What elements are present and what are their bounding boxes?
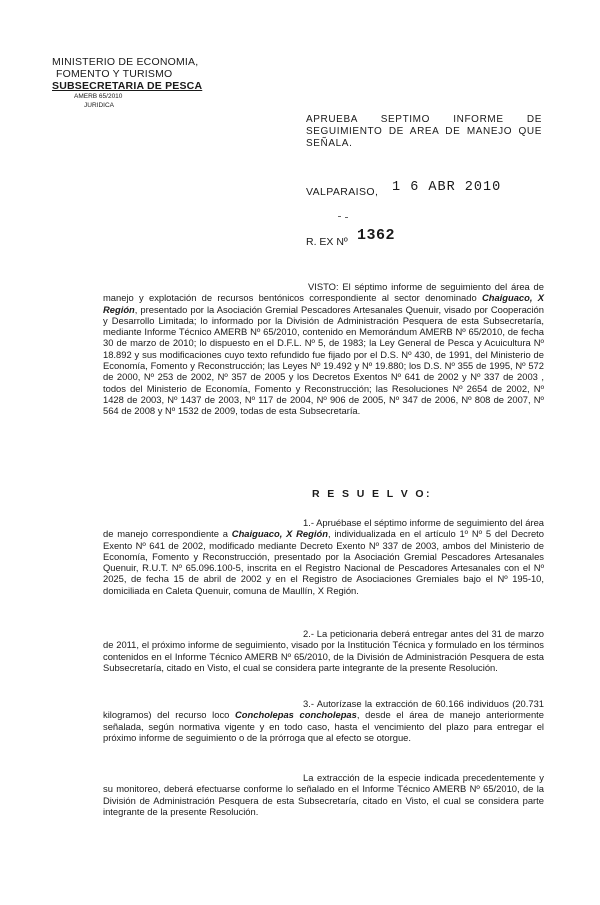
visto-paragraph <box>103 281 544 417</box>
place: VALPARAISO, <box>306 186 379 198</box>
item1-text-1: 1.- Apruébase el séptimo informe de seguimiento del área de manejo correspondiente a <box>103 517 544 540</box>
visto-area-name: Chaiguaco, X Región <box>103 292 545 315</box>
item3-text-1: 3.- Autorízase la extracción de 60.166 individuos (20.731 kilogramos) del recurso loco <box>103 698 544 721</box>
item2-text: 2.- La peticionaria deberá entregar antes del 31 de marzo de 2011, el próximo informe de seguimiento, visado por la Institución Técnica y formulado en los términos contenidos en el Informe Técnico AMERB Nº 65/2010, de la División de Administración Pesquera de esta Subsecretaría, citado en Visto, el cual se considera parte integrante de la presente Resolución. <box>103 628 544 673</box>
item3-species-name: Concholepas concholepas <box>235 709 357 721</box>
visto-text-2: , presentado por la Asociación Gremial Pescadores Artesanales Quenuir, visado por Cooperación y Desarrollo Limitada; lo informado por la División de Administración Pesquera de esta Subsecretaría, mediante Informe Técnico AMERB Nº 65/2010, contenido en Memorándum AMERB Nº 65/2010, de fecha 30 de marzo de 2010; lo dispuesto en el D.F.L. Nº 5, de 1983; la Ley General de Pesca y Acuicultura Nº 18.892 y sus modificaciones cuyo texto refundido fue fijado por el D.S. Nº 430, de 1991, del Ministerio de Economía, Fomento y Reconstrucción; las Leyes Nº 19.492 y Nº 19.880; los D.S. Nº 355 de 1995, Nº 572 de 2000, Nº 253 de 2002, Nº 357 de 2005 y los Decretos Exentos Nº 641 de 2002 y Nº 337 de 2003 , todos del Ministerio de Economía, Fomento y Reconstrucción; las Resoluciones Nº 2654 de 2002, Nº 1428 de 2003, Nº 1437 de 2003, Nº 117 de 2004, Nº 906 de 2005, Nº 347 de 2006, Nº 808 de 2007, Nº 564 de 2008 y Nº 1532 de 2009, todas de esta Subsecretaría. <box>103 303 544 417</box>
resolution-number: 1362 <box>357 227 396 244</box>
resolution-item-1 <box>103 517 544 596</box>
stamp-amerb: AMERB 65/2010 <box>74 93 123 100</box>
final-paragraph <box>103 772 544 817</box>
item1-text-2: , individualizada en el artículo 1º Nº 5 del Decreto Exento Nº 641 de 2002, modificado mediante Decreto Exento Nº 337 de 2003, ambos del Ministerio de Economía, Fomento y Reconstrucción, presentado por la Asociación Gremial Pescadores Artesanales Quenuir, R.U.T. Nº 65.096.100-5, inscrita en el Registro Nacional de Pescadores Artesanales con el Nº 2025, de fecha 15 de abril de 2002 y en el Registro de Asociaciones Gremiales bajo el Nº 195-10, domiciliada en Caleta Quenuir, comuna de Maullín, X Región. <box>103 528 545 596</box>
resuelvo-heading: R E S U E L V O: <box>312 488 432 500</box>
resolution-item-3 <box>103 698 544 743</box>
date-stamp: 1 6 ABR 2010 <box>392 180 502 195</box>
stamp-juridica: JURIDICA <box>84 102 114 109</box>
handwritten-mark <box>338 216 354 218</box>
item1-area-name: Chaiguaco, X Región <box>231 528 328 540</box>
visto-text-1: El séptimo informe de seguimiento del área de manejo y explotación de recursos bentónicos correspondiente al sector denominado <box>103 281 544 304</box>
subsecretaria-name: SUBSECRETARIA DE PESCA <box>52 80 203 92</box>
item3-text-2: , desde el área de manejo anteriormente señalada, según normativa vigente y en todo caso, hasta el vencimiento del plazo para entregar el próximo informe de seguimiento o de la prórroga que al efecto se otorgue. <box>103 709 544 743</box>
resolution-label: R. EX Nº <box>306 236 348 248</box>
visto-label: VISTO: <box>308 281 339 292</box>
resolution-item-2 <box>103 628 544 673</box>
ministry-name: MINISTERIO DE ECONOMIA, <box>52 56 199 68</box>
ministry-subname: FOMENTO Y TURISMO <box>56 68 173 80</box>
document-subject: APRUEBA SEPTIMO INFORME DE SEGUIMIENTO DE AREA DE MANEJO QUE SEÑALA. <box>306 114 542 149</box>
final-paragraph-text: La extracción de la especie indicada precedentemente y su monitoreo, deberá efectuarse conforme lo señalado en el Informe Técnico AMERB Nº 65/2010, de la División de Administración Pesquera de esta Subsecretaría, citado en Visto, el cual se considera parte integrante de la presente Resolución. <box>103 772 544 817</box>
